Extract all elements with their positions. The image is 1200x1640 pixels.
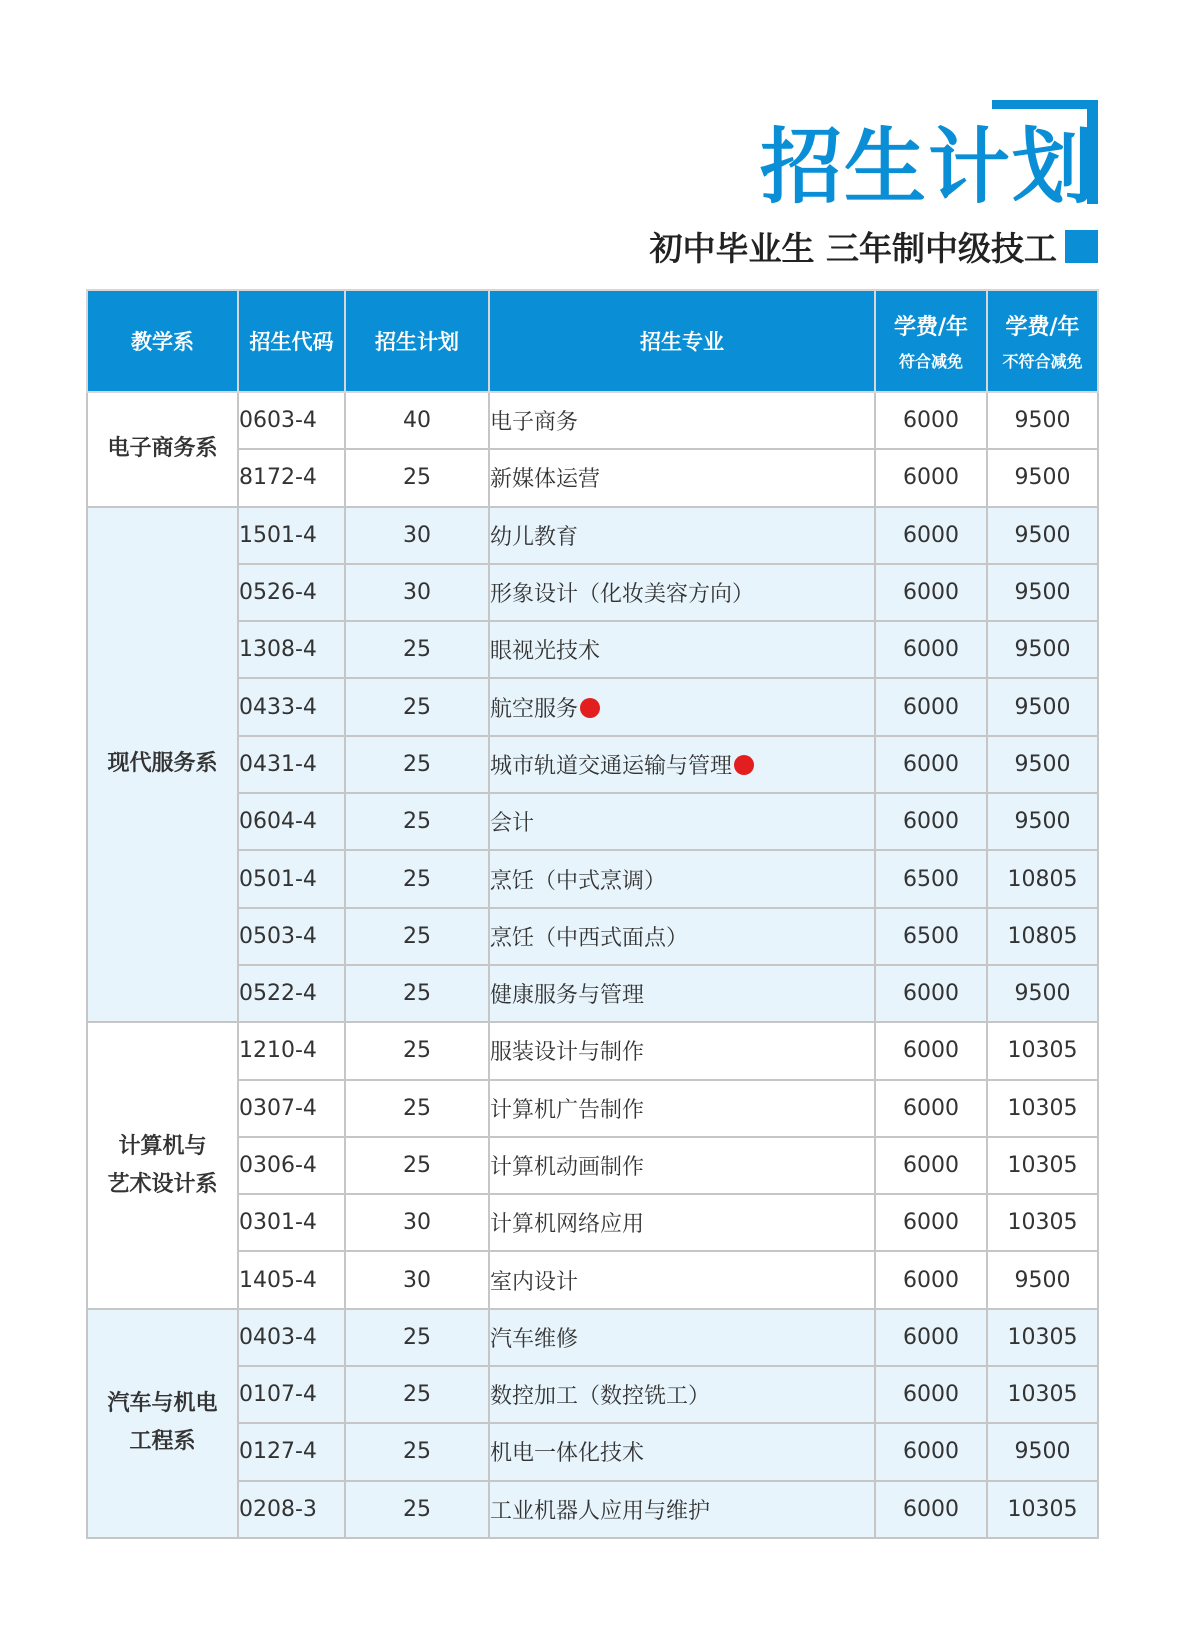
header-fee-ineligible-label: 学费/年 <box>1005 315 1080 340</box>
department-name: 电子商务系 <box>107 436 218 462</box>
major-cell <box>489 850 875 907</box>
header-fee-eligible-label: 学费/年 <box>893 315 969 340</box>
major-name: 电子商务 <box>490 410 579 436</box>
major-cell <box>489 1251 875 1308</box>
code-cell: 0403-4 <box>238 1309 345 1366</box>
major-name: 烹饪（中西式面点） <box>490 925 689 951</box>
plan-cell: 25 <box>345 1366 489 1423</box>
fee-ineligible-cell: 10805 <box>987 850 1098 907</box>
fee-eligible-cell: 6000 <box>875 621 987 678</box>
code-cell: 0501-4 <box>238 850 345 907</box>
major-name: 烹饪（中式烹调） <box>490 868 667 894</box>
table-row <box>87 1481 1098 1538</box>
table-row <box>87 1022 1098 1079</box>
major-name: 室内设计 <box>490 1269 579 1295</box>
red-dot-icon <box>580 698 600 718</box>
fee-eligible-cell: 6000 <box>875 1309 987 1366</box>
header-fee-ineligible-note: 不符合减免 <box>1002 352 1083 371</box>
table-row <box>87 678 1098 735</box>
plan-cell: 40 <box>345 392 489 449</box>
major-name: 服装设计与制作 <box>490 1040 645 1066</box>
plan-cell: 25 <box>345 736 489 793</box>
code-cell: 1405-4 <box>238 1251 345 1308</box>
major-cell <box>489 1080 875 1137</box>
plan-cell: 30 <box>345 1194 489 1251</box>
fee-ineligible-cell: 10305 <box>987 1194 1098 1251</box>
code-cell: 0503-4 <box>238 908 345 965</box>
header-major: 招生专业 <box>489 290 875 392</box>
table-row <box>87 1423 1098 1480</box>
major-name: 计算机广告制作 <box>490 1097 645 1123</box>
major-cell <box>489 449 875 506</box>
fee-ineligible-cell: 9500 <box>987 392 1098 449</box>
header-fee-ineligible <box>987 290 1098 392</box>
table-row <box>87 1251 1098 1308</box>
fee-eligible-cell: 6000 <box>875 1481 987 1538</box>
major-cell <box>489 564 875 621</box>
code-cell: 1501-4 <box>238 507 345 564</box>
fee-ineligible-cell: 10305 <box>987 1309 1098 1366</box>
code-cell: 0307-4 <box>238 1080 345 1137</box>
fee-eligible-cell: 6000 <box>875 1022 987 1079</box>
fee-ineligible-cell: 9500 <box>987 1251 1098 1308</box>
major-cell <box>489 1481 875 1538</box>
table-row <box>87 736 1098 793</box>
code-cell: 1308-4 <box>238 621 345 678</box>
fee-eligible-cell: 6000 <box>875 793 987 850</box>
plan-cell: 25 <box>345 965 489 1022</box>
plan-cell: 25 <box>345 1022 489 1079</box>
fee-eligible-cell: 6000 <box>875 1194 987 1251</box>
table-row <box>87 564 1098 621</box>
major-cell <box>489 1309 875 1366</box>
code-cell: 8172-4 <box>238 449 345 506</box>
plan-cell: 25 <box>345 793 489 850</box>
table-row <box>87 449 1098 506</box>
table-row <box>87 507 1098 564</box>
fee-eligible-cell: 6500 <box>875 908 987 965</box>
code-cell: 0603-4 <box>238 392 345 449</box>
page-subtitle: 初中毕业生 三年制中级技工 <box>649 229 1057 268</box>
major-cell <box>489 1137 875 1194</box>
table-row <box>87 1309 1098 1366</box>
major-cell <box>489 392 875 449</box>
plan-cell: 25 <box>345 908 489 965</box>
code-cell: 0208-3 <box>238 1481 345 1538</box>
plan-cell: 25 <box>345 1481 489 1538</box>
fee-eligible-cell: 6000 <box>875 1080 987 1137</box>
plan-cell: 25 <box>345 449 489 506</box>
fee-eligible-cell: 6000 <box>875 1251 987 1308</box>
code-cell: 0522-4 <box>238 965 345 1022</box>
major-cell <box>489 507 875 564</box>
major-name: 机电一体化技术 <box>490 1441 645 1467</box>
major-name: 数控加工（数控铣工） <box>490 1384 711 1410</box>
table-header-row <box>87 290 1098 392</box>
table-row <box>87 1137 1098 1194</box>
fee-eligible-cell: 6000 <box>875 1366 987 1423</box>
plan-cell: 25 <box>345 621 489 678</box>
department-name: 艺术设计系 <box>107 1171 218 1197</box>
department-name: 现代服务系 <box>107 751 218 777</box>
department-name: 汽车与机电 <box>107 1391 218 1417</box>
page-title: 招生计划 <box>760 120 1097 215</box>
code-cell: 0431-4 <box>238 736 345 793</box>
department-cell <box>87 392 238 507</box>
fee-eligible-cell: 6000 <box>875 564 987 621</box>
major-cell <box>489 621 875 678</box>
fee-ineligible-cell: 9500 <box>987 678 1098 735</box>
major-name: 眼视光技术 <box>490 639 601 665</box>
fee-eligible-cell: 6000 <box>875 1423 987 1480</box>
table-row <box>87 1366 1098 1423</box>
fee-ineligible-cell: 9500 <box>987 449 1098 506</box>
major-name: 计算机动画制作 <box>490 1155 645 1180</box>
code-cell: 0526-4 <box>238 564 345 621</box>
department-name: 计算机与 <box>118 1133 207 1159</box>
code-cell: 0127-4 <box>238 1423 345 1480</box>
header-plan: 招生计划 <box>345 290 489 392</box>
plan-cell: 25 <box>345 1080 489 1137</box>
major-name: 汽车维修 <box>490 1326 579 1352</box>
red-dot-icon <box>734 755 754 775</box>
major-name: 形象设计（化妆美容方向） <box>490 582 755 608</box>
major-name: 工业机器人应用与维护 <box>490 1498 711 1524</box>
table-row <box>87 392 1098 449</box>
major-name: 新媒体运营 <box>490 467 601 493</box>
title-bracket-decoration <box>992 100 1098 204</box>
plan-cell: 25 <box>345 1137 489 1194</box>
major-name: 幼儿教育 <box>490 524 579 550</box>
plan-cell: 30 <box>345 564 489 621</box>
table-row <box>87 1194 1098 1251</box>
table-row <box>87 908 1098 965</box>
fee-ineligible-cell: 10305 <box>987 1366 1098 1423</box>
fee-ineligible-cell: 9500 <box>987 736 1098 793</box>
plan-cell: 25 <box>345 850 489 907</box>
code-cell: 0433-4 <box>238 678 345 735</box>
fee-eligible-cell: 6000 <box>875 392 987 449</box>
table-row <box>87 621 1098 678</box>
code-cell: 0604-4 <box>238 793 345 850</box>
major-name: 计算机网络应用 <box>490 1212 645 1238</box>
fee-eligible-cell: 6000 <box>875 507 987 564</box>
fee-ineligible-cell: 10305 <box>987 1137 1098 1194</box>
code-cell: 0107-4 <box>238 1366 345 1423</box>
fee-ineligible-cell: 9500 <box>987 793 1098 850</box>
plan-cell: 25 <box>345 1423 489 1480</box>
fee-eligible-cell: 6000 <box>875 678 987 735</box>
fee-eligible-cell: 6000 <box>875 965 987 1022</box>
fee-ineligible-cell: 10805 <box>987 908 1098 965</box>
fee-ineligible-cell: 9500 <box>987 564 1098 621</box>
plan-cell: 25 <box>345 1309 489 1366</box>
department-cell <box>87 1022 238 1308</box>
department-cell <box>87 1309 238 1538</box>
major-name: 航空服务 <box>490 696 579 722</box>
major-cell <box>489 1194 875 1251</box>
code-cell: 1210-4 <box>238 1022 345 1079</box>
fee-ineligible-cell: 9500 <box>987 507 1098 564</box>
fee-ineligible-cell: 9500 <box>987 621 1098 678</box>
table-row <box>87 965 1098 1022</box>
fee-ineligible-cell: 10305 <box>987 1080 1098 1137</box>
plan-cell: 25 <box>345 678 489 735</box>
header-code: 招生代码 <box>238 290 345 392</box>
code-cell: 0301-4 <box>238 1194 345 1251</box>
table-row <box>87 1080 1098 1137</box>
fee-eligible-cell: 6000 <box>875 449 987 506</box>
major-cell <box>489 908 875 965</box>
fee-eligible-cell: 6500 <box>875 850 987 907</box>
fee-ineligible-cell: 9500 <box>987 965 1098 1022</box>
code-cell: 0306-4 <box>238 1137 345 1194</box>
subtitle-square-decoration <box>1065 230 1098 263</box>
department-name: 工程系 <box>129 1429 196 1455</box>
major-cell <box>489 1366 875 1423</box>
major-name: 会计 <box>490 811 535 837</box>
major-cell <box>489 1423 875 1480</box>
major-name: 健康服务与管理 <box>490 983 645 1009</box>
fee-eligible-cell: 6000 <box>875 1137 987 1194</box>
header-fee-eligible-note: 符合减免 <box>898 352 963 371</box>
major-name: 城市轨道交通运输与管理 <box>490 753 733 779</box>
major-cell <box>489 678 875 735</box>
table-row <box>87 793 1098 850</box>
fee-eligible-cell: 6000 <box>875 736 987 793</box>
enrollment-plan-table <box>86 289 1099 1539</box>
header-dept: 教学系 <box>87 290 238 392</box>
fee-ineligible-cell: 9500 <box>987 1423 1098 1480</box>
plan-cell: 30 <box>345 507 489 564</box>
fee-ineligible-cell: 10305 <box>987 1481 1098 1538</box>
major-cell <box>489 793 875 850</box>
major-cell <box>489 736 875 793</box>
major-cell <box>489 1022 875 1079</box>
plan-cell: 30 <box>345 1251 489 1308</box>
fee-ineligible-cell: 10305 <box>987 1022 1098 1079</box>
table-row <box>87 850 1098 907</box>
header-fee-eligible <box>875 290 987 392</box>
department-cell <box>87 507 238 1023</box>
major-cell <box>489 965 875 1022</box>
